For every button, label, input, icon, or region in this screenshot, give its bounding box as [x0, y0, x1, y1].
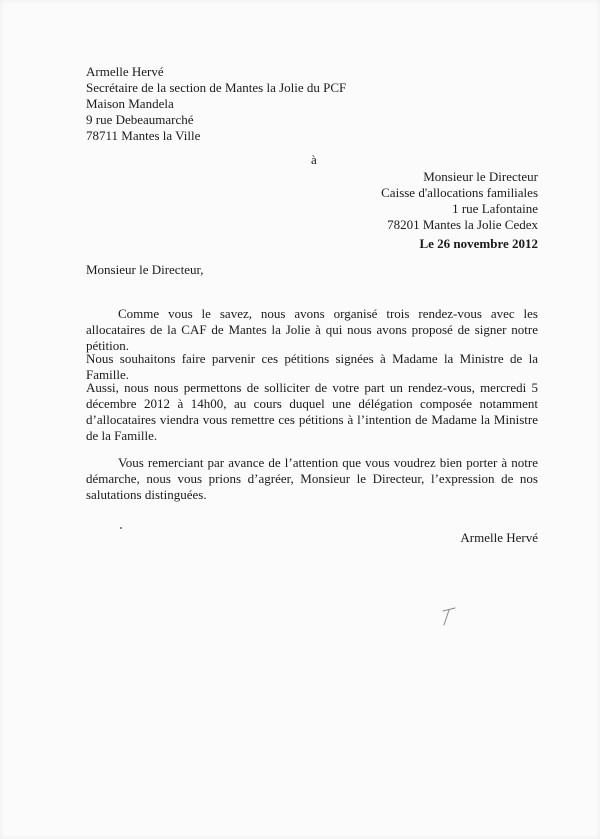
- recipient-organisation: Caisse d'allocations familiales: [381, 185, 538, 200]
- pen-mark-icon: [440, 605, 464, 629]
- to-word: à: [311, 152, 317, 167]
- paragraph-1: Comme vous le savez, nous avons organisé trois rendez-vous avec les allocataires de la CAF de Mantes la Jolie à qui nous avons proposé de signer notre pétition.: [86, 306, 538, 353]
- paragraph-3: Aussi, nous nous permettons de solliciter de votre part un rendez-vous, mercredi 5 décembre 2012 à 14h00, au cours duquel une délégation composée notamment d’allocataires viendra vous remettre ces pétitions à l’intention de Madame la Ministre de la Famille.: [86, 380, 538, 443]
- sender-name: Armelle Hervé: [86, 64, 164, 79]
- letter-date: Le 26 novembre 2012: [419, 236, 538, 251]
- paper-speck: [120, 527, 122, 529]
- sender-place: Maison Mandela: [86, 96, 174, 111]
- paragraph-2: Nous souhaitons faire parvenir ces pétitions signées à Madame la Ministre de la Famille.: [86, 351, 538, 382]
- signature-name: Armelle Hervé: [460, 530, 538, 545]
- paragraph-4: Vous remerciant par avance de l’attention que vous voudrez bien porter à notre démarche, nous vous prions d’agréer, Monsieur le Directeur, l’expression de nos salutations distinguées.: [86, 455, 538, 502]
- sender-title: Secrétaire de la section de Mantes la Jolie du PCF: [86, 80, 347, 95]
- recipient-city: 78201 Mantes la Jolie Cedex: [387, 217, 538, 232]
- salutation: Monsieur le Directeur,: [86, 262, 204, 277]
- recipient-name: Monsieur le Directeur: [423, 169, 538, 184]
- recipient-street: 1 rue Lafontaine: [452, 201, 538, 216]
- sender-street: 9 rue Debeaumarché: [86, 112, 194, 127]
- sender-city: 78711 Mantes la Ville: [86, 128, 201, 143]
- recipient-block: [381, 169, 538, 233]
- sender-block: [86, 64, 346, 144]
